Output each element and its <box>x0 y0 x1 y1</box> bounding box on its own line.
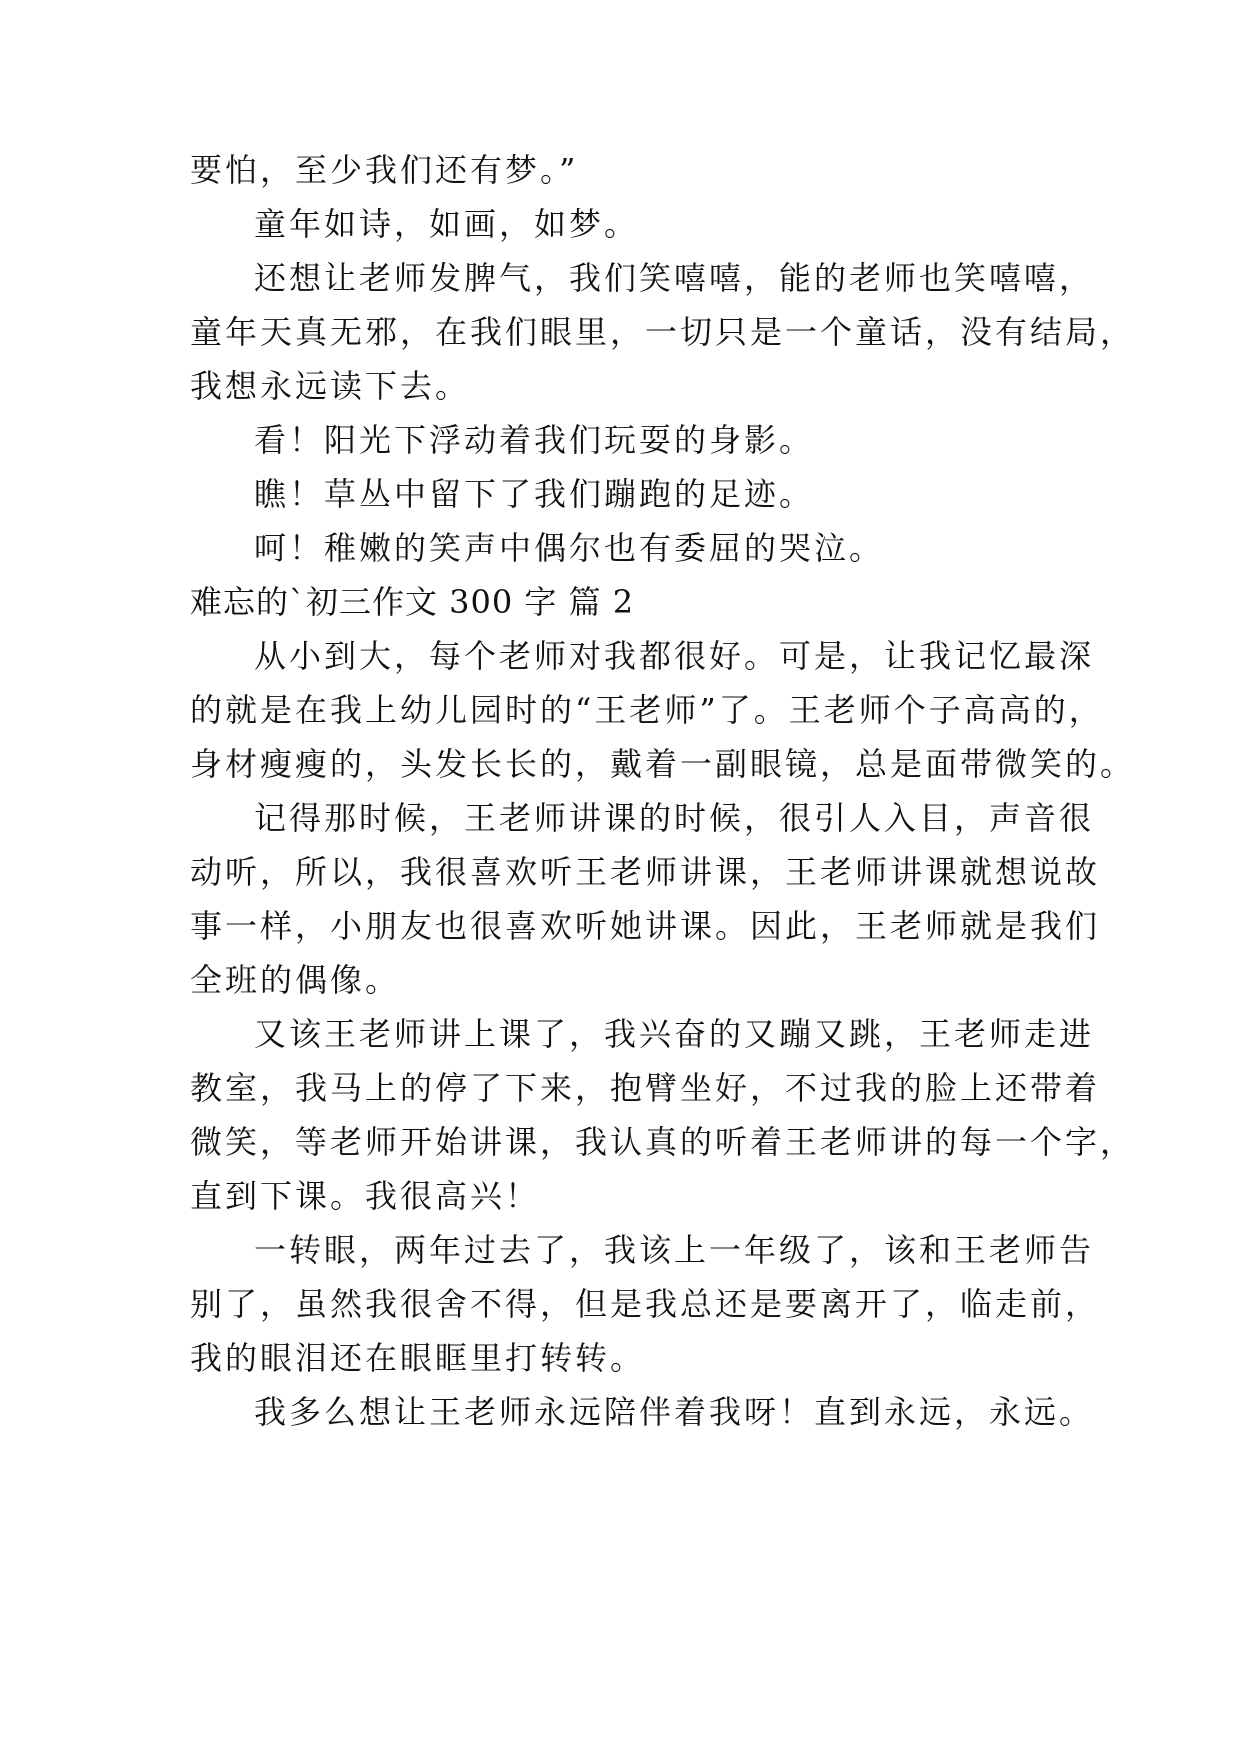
text-line: 要怕，至少我们还有梦。” <box>190 151 579 189</box>
text-line: 别了，虽然我很舍不得，但是我总还是要离开了，临走前， <box>190 1285 1101 1323</box>
text-line: 又该王老师讲上课了，我兴奋的又蹦又跳，王老师走进 <box>254 1015 1095 1053</box>
text-line: 我的眼泪还在眼眶里打转转。 <box>190 1339 646 1377</box>
text-line: 记得那时候，王老师讲课的时候，很引人入目，声音很 <box>254 799 1095 837</box>
text-line: 动听，所以，我很喜欢听王老师讲课，王老师讲课就想说故 <box>190 853 1101 891</box>
text-line: 呵！稚嫩的笑声中偶尔也有委屈的哭泣。 <box>254 529 885 567</box>
text-line: 的就是在我上幼儿园时的“王老师”了。王老师个子高高的， <box>190 691 1104 729</box>
text-line: 瞧！草丛中留下了我们蹦跑的足迹。 <box>254 475 815 513</box>
text-line: 微笑，等老师开始讲课，我认真的听着王老师讲的每一个字， <box>190 1123 1136 1161</box>
text-line: 教室，我马上的停了下来，抱臂坐好，不过我的脸上还带着 <box>190 1069 1101 1107</box>
text-line: 直到下课。我很高兴！ <box>190 1177 541 1215</box>
text-line: 从小到大，每个老师对我都很好。可是，让我记忆最深 <box>254 637 1095 675</box>
text-line: 我想永远读下去。 <box>190 367 471 405</box>
section-heading: 难忘的`初三作文 300 字 篇 2 <box>190 583 635 621</box>
text-line: 我多么想让王老师永远陪伴着我呀！直到永远，永远。 <box>254 1393 1095 1431</box>
text-line: 事一样，小朋友也很喜欢听她讲课。因此，王老师就是我们 <box>190 907 1101 945</box>
text-line: 童年天真无邪，在我们眼里，一切只是一个童话，没有结局， <box>190 313 1136 351</box>
text-line: 身材瘦瘦的，头发长长的，戴着一副眼镜，总是面带微笑的。 <box>190 745 1136 783</box>
text-line: 童年如诗，如画，如梦。 <box>254 205 640 243</box>
text-line: 看！阳光下浮动着我们玩耍的身影。 <box>254 421 815 459</box>
text-line: 一转眼，两年过去了，我该上一年级了，该和王老师告 <box>254 1231 1095 1269</box>
text-line: 还想让老师发脾气，我们笑嘻嘻，能的老师也笑嘻嘻， <box>254 259 1095 297</box>
text-line: 全班的偶像。 <box>190 961 401 999</box>
